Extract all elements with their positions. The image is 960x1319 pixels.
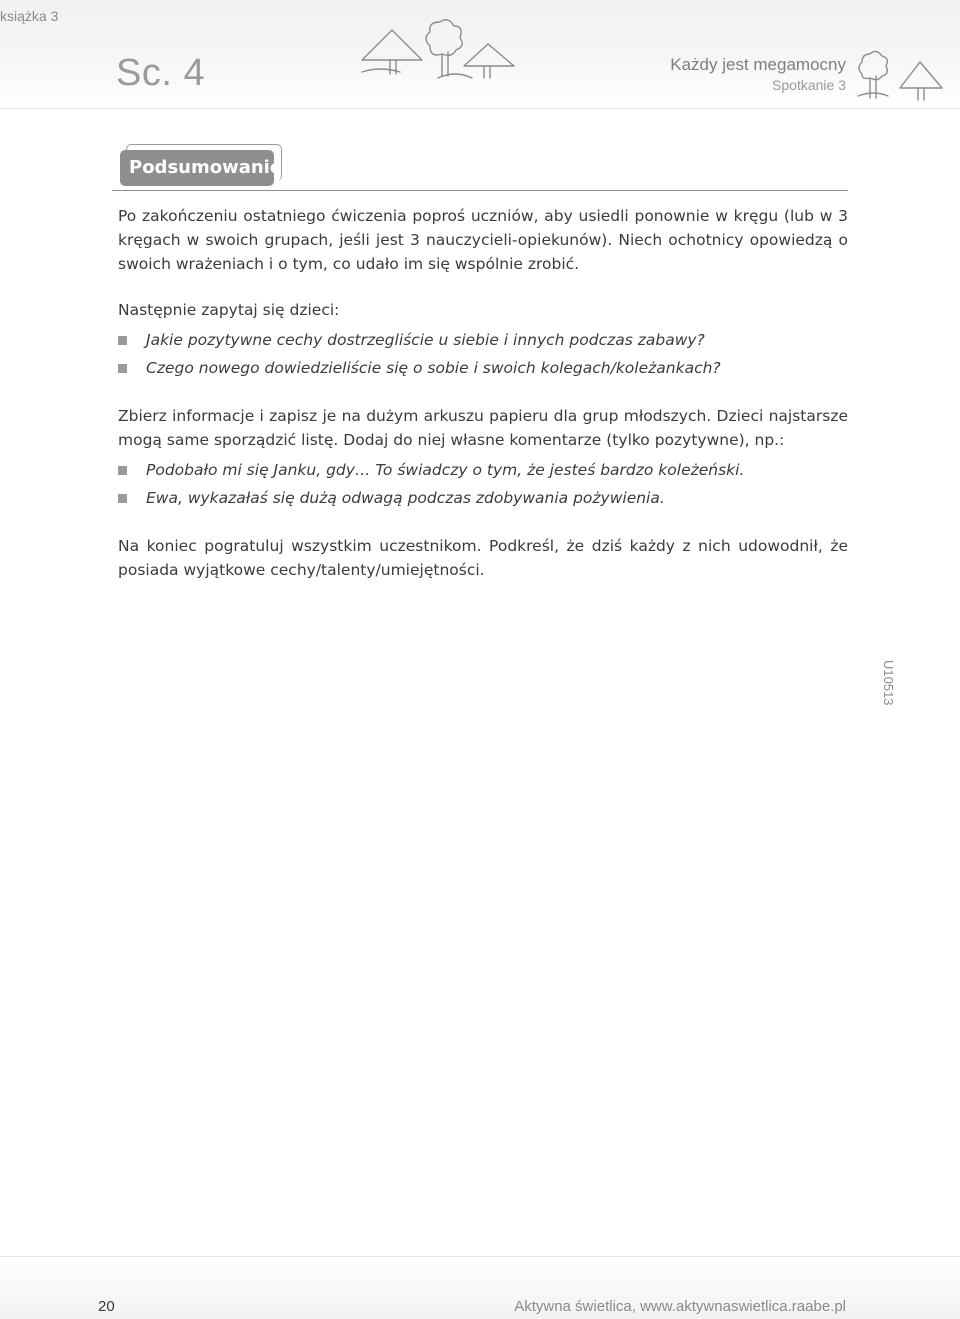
list-item xyxy=(118,484,848,512)
paragraph-closing: Na koniec pogratuluj wszystkim uczestnikom. Podkreśl, że dziś każdy z nich udowodnił, że posiada wyjątkowe cechy/talenty/umiejętności. xyxy=(118,537,848,579)
example-text: Podobało mi się Janku, gdy… To świadczy o tym, że jesteś bardzo koleżeński. xyxy=(146,461,745,479)
list-item xyxy=(118,326,848,354)
question-list xyxy=(118,326,848,382)
side-code: U10513 xyxy=(881,660,896,706)
list-item xyxy=(118,456,848,484)
paragraph-questions-lead: Następnie zapytaj się dzieci: xyxy=(118,301,340,319)
main-content xyxy=(118,204,848,582)
bullet-square-icon xyxy=(118,466,127,475)
section-divider xyxy=(112,190,848,191)
bullet-square-icon xyxy=(118,364,127,373)
section-code: Sc. 4 xyxy=(116,52,206,94)
page-number: 20 xyxy=(98,1298,115,1315)
paragraph-collect: Zbierz informacje i zapisz je na dużym arkuszu papieru dla grup młodszych. Dzieci najstarsze mogą same sporządzić listę. Dodaj do niej własne komentarze (tylko pozytywne), np.: xyxy=(118,407,848,449)
bullet-square-icon xyxy=(118,336,127,345)
example-list xyxy=(118,456,848,512)
list-item xyxy=(118,354,848,382)
example-text: Ewa, wykazałaś się dużą odwagą podczas zdobywania pożywienia. xyxy=(146,489,665,507)
book-label: książka 3 xyxy=(0,8,59,24)
section-heading: Podsumowanie xyxy=(120,150,274,186)
bullet-square-icon xyxy=(118,494,127,503)
footer-publisher: Aktywna świetlica, www.aktywnaswietlica.raabe.pl xyxy=(514,1298,846,1315)
trees-illustration xyxy=(360,14,530,84)
header-title: Każdy jest megamocny xyxy=(670,55,846,74)
paragraph-intro: Po zakończeniu ostatniego ćwiczenia poproś uczniów, aby usiedli ponownie w kręgu (lub w 3 kręgach w swoich grupach, jeśli jest 3 nauczycieli-opiekunów). Niech ochotnicy opowiedzą o swoich wrażeniach i o tym, co udało im się wspólnie zrobić. xyxy=(118,207,848,273)
header-subtitle: Spotkanie 3 xyxy=(772,77,846,93)
question-text: Jakie pozytywne cechy dostrzegliście u siebie i innych podczas zabawy? xyxy=(146,331,705,349)
trees-illustration-right xyxy=(856,44,946,104)
question-text: Czego nowego dowiedzieliście się o sobie i swoich kolegach/koleżankach? xyxy=(146,359,721,377)
